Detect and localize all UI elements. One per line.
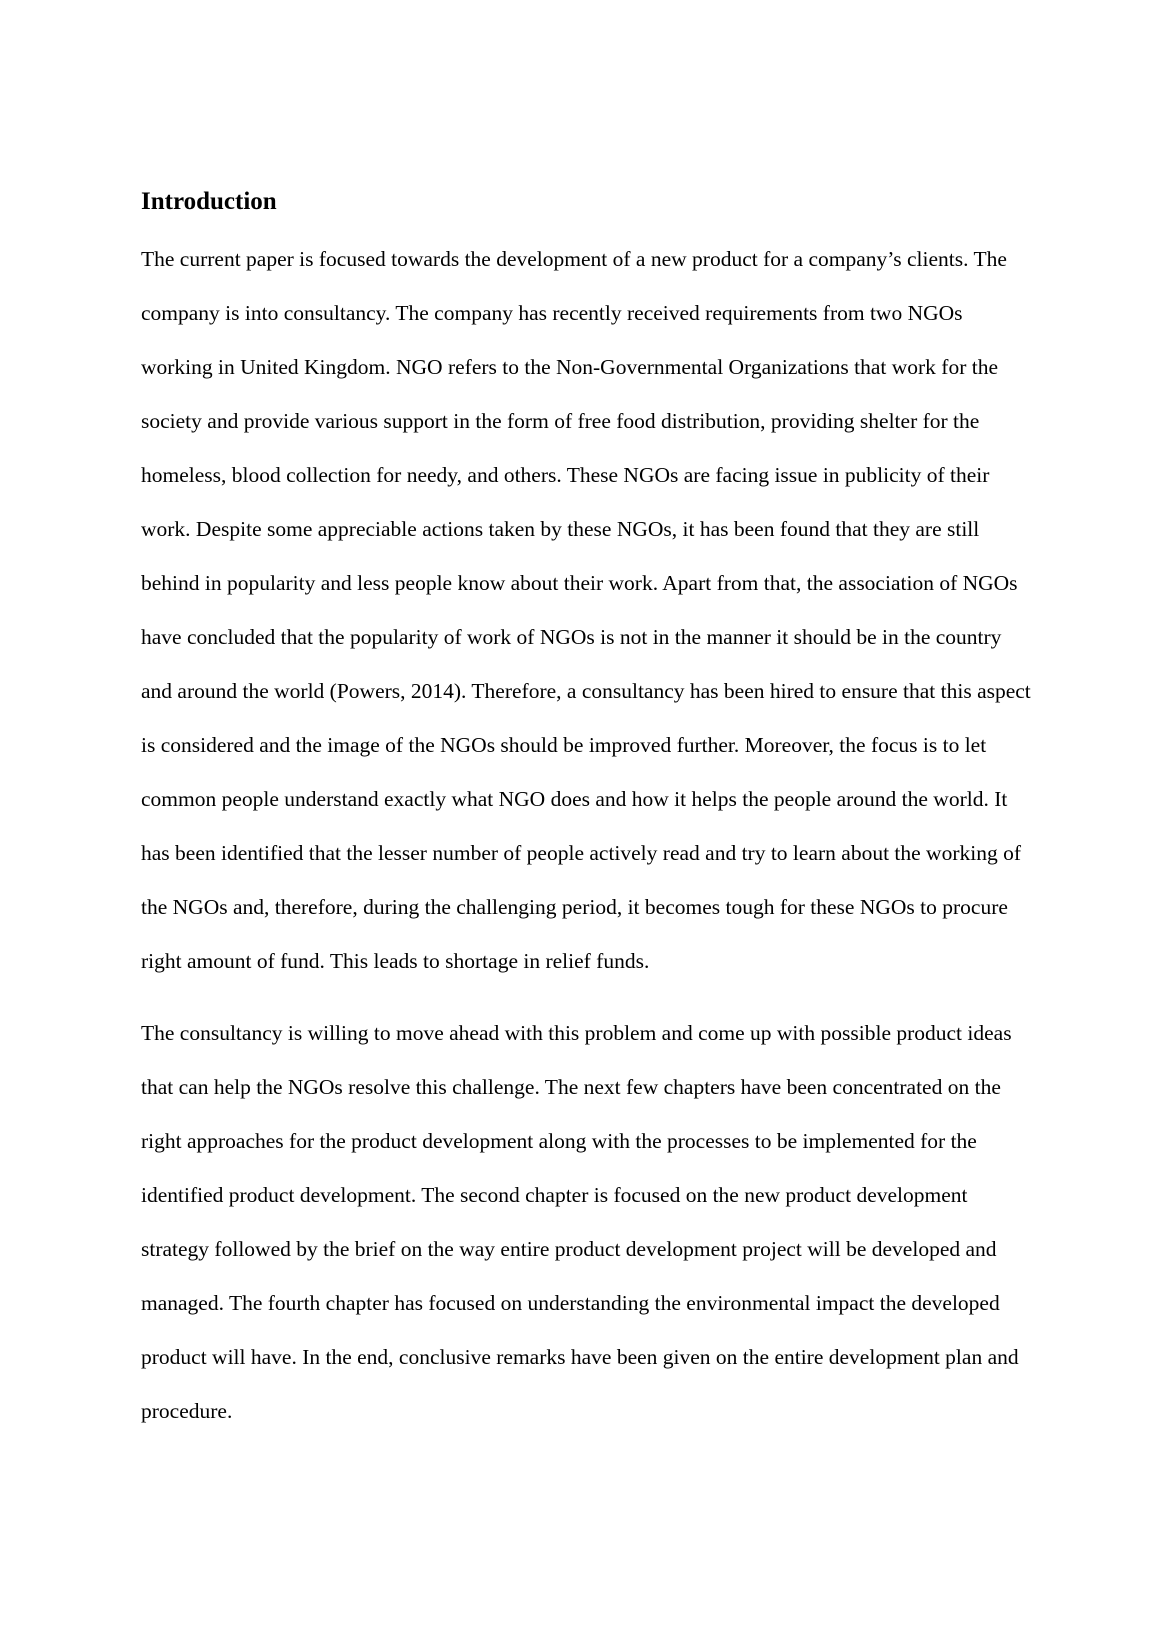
paragraph-introduction-2: The consultancy is willing to move ahead with this problem and come up with possible product ideas that can help the NGOs resolve this challenge. The next few chapters have been concentrated on the right approaches for the product development along with the processes to be implemented for the identified product development. The second chapter is focused on the new product development strategy followed by the brief on the way entire product development project will be developed and managed. The fourth chapter has focused on understanding the environmental impact the developed product will have. In the end, conclusive remarks have been given on the entire development plan and procedure. (141, 1021, 1019, 1423)
section-heading: Introduction (141, 188, 277, 215)
paragraph-introduction-1: The current paper is focused towards the development of a new product for a company’s clients. The company is into consultancy. The company has recently received requirements from two NGOs working in United Kingdom. NGO refers to the Non-Governmental Organizations that work for the society and provide various support in the form of free food distribution, providing shelter for the homeless, blood collection for needy, and others. These NGOs are facing issue in publicity of their work. Despite some appreciable actions taken by these NGOs, it has been found that they are still behind in popularity and less people know about their work. Apart from that, the association of NGOs have concluded that the popularity of work of NGOs is not in the manner it should be in the country and around the world (Powers, 2014). Therefore, a consultancy has been hired to ensure that this aspect is considered and the image of the NGOs should be improved further. Moreover, the focus is to let common people understand exactly what NGO does and how it helps the people around the world. It has been identified that the lesser number of people actively read and try to learn about the working of the NGOs and, therefore, during the challenging period, it becomes tough for these NGOs to procure right amount of fund. This leads to shortage in relief funds. (141, 247, 1031, 973)
document-body (141, 186, 1031, 1438)
